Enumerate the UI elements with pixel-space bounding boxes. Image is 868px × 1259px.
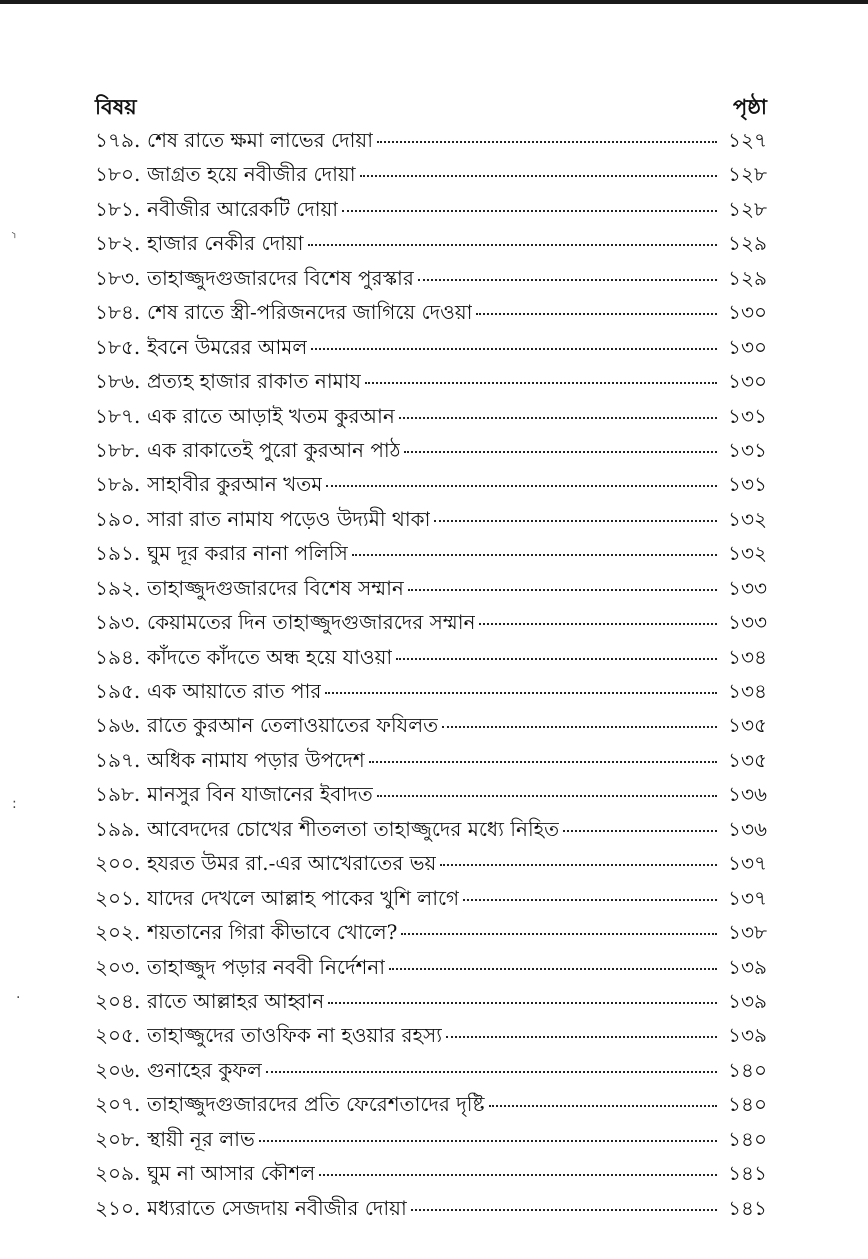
dot-leader — [326, 485, 717, 487]
dot-leader — [266, 1071, 717, 1073]
dot-leader — [308, 244, 718, 246]
toc-entry — [95, 1056, 767, 1090]
dot-leader — [399, 417, 717, 419]
entry-title: নবীজীর আরেকটি দোয়া — [147, 196, 339, 221]
entry-page-number: ১৪১ — [728, 1161, 767, 1186]
entry-number: ১৮০. — [95, 162, 141, 187]
entry-number: ১৯৩. — [95, 610, 141, 635]
dot-leader — [389, 968, 717, 970]
entry-page-number: ১৩৪ — [728, 679, 767, 703]
entry-title: গুনাহের কুফল — [147, 1057, 262, 1082]
entry-title: হযরত উমর রা.-এর আখেরাতের ভয় — [147, 851, 437, 876]
margin-mark: ⸃ — [10, 230, 17, 246]
toc-entry — [95, 298, 767, 332]
entry-number: ১৯১. — [95, 541, 141, 566]
dot-leader — [404, 451, 717, 453]
dot-leader — [476, 313, 717, 315]
entry-title: তাহাজ্জুদগুজারদের বিশেষ সম্মান — [147, 575, 404, 600]
toc-entry — [95, 574, 767, 608]
entry-title: রাতে কুরআন তেলাওয়াতের ফযিলত — [147, 713, 439, 738]
toc-entry — [95, 987, 767, 1021]
dot-leader — [325, 692, 717, 694]
entry-number: ১৮৭. — [95, 403, 141, 428]
entry-title: আবেদদের চোখের শীতলতা তাহাজ্জুদের মধ্যে নিহিত — [147, 816, 560, 841]
toc-header — [95, 88, 767, 126]
entry-title: শয়তানের গিরা কীভাবে খোলে? — [147, 920, 398, 945]
toc-entry — [95, 505, 767, 539]
toc-entry — [95, 1194, 767, 1228]
toc-entries — [95, 126, 767, 1228]
entry-page-number: ১৩৮ — [728, 920, 767, 945]
entry-page-number: ১৩০ — [728, 300, 767, 325]
entry-page-number: ১২৯ — [728, 231, 767, 256]
entry-title: কেয়ামতের দিন তাহাজ্জুদগুজারদের সম্মান — [147, 610, 476, 635]
entry-page-number: ১৩০ — [728, 369, 767, 394]
entry-title: প্রত্যহ হাজার রাকাত নামায — [147, 369, 362, 394]
entry-number: ২০৪. — [95, 988, 141, 1013]
dot-leader — [489, 1105, 718, 1107]
entry-page-number: ১৩৯ — [728, 954, 767, 979]
page-top-rule — [0, 0, 868, 4]
entry-number: ১৯০. — [95, 506, 141, 531]
toc-entry — [95, 126, 767, 160]
entry-number: ১৯২. — [95, 575, 141, 600]
entry-number: ২০২. — [95, 920, 141, 945]
entry-page-number: ১৩৯ — [728, 988, 767, 1013]
dot-leader — [360, 175, 718, 177]
page-column-heading: পৃষ্ঠা — [732, 94, 767, 119]
entry-title: অধিক নামায পড়ার উপদেশ — [147, 747, 365, 772]
entry-number: ১৮৫. — [95, 334, 141, 359]
entry-page-number: ১৩২ — [728, 541, 767, 566]
toc-entry — [95, 1090, 767, 1124]
dot-leader — [440, 864, 717, 866]
dot-leader — [396, 658, 717, 660]
margin-mark: · — [16, 990, 21, 1006]
entry-title: তাহাজ্জুদের তাওফিক না হওয়ার রহস্য — [147, 1023, 443, 1048]
entry-page-number: ১৩৭ — [728, 851, 767, 876]
entry-page-number: ১৩৩ — [728, 610, 767, 635]
entry-number: ২০৯. — [95, 1161, 141, 1186]
entry-page-number: ১৪০ — [728, 1092, 767, 1117]
entry-title: রাতে আল্লাহর আহ্বান — [147, 988, 325, 1013]
dot-leader — [369, 761, 717, 763]
entry-title: তাহাজ্জুদগুজারদের বিশেষ পুরস্কার — [147, 265, 414, 290]
dot-leader — [418, 279, 717, 281]
entry-title: মানসুর বিন যাজানের ইবাদত — [147, 782, 373, 807]
entry-title: ঘুম দূর করার নানা পলিসি — [147, 541, 348, 566]
entry-page-number: ১৩৭ — [728, 885, 767, 910]
entry-number: ২০৫. — [95, 1023, 141, 1048]
entry-page-number: ১৩৬ — [728, 816, 767, 841]
dot-leader — [563, 830, 717, 832]
toc-entry — [95, 711, 767, 745]
toc-entry — [95, 195, 767, 229]
dot-leader — [259, 1140, 717, 1142]
toc-entry — [95, 849, 767, 883]
entry-page-number: ১৩০ — [728, 334, 767, 359]
entry-number: ১৯৭. — [95, 747, 141, 772]
entry-number: ১৮১. — [95, 196, 141, 221]
subject-column-heading: বিষয় — [95, 94, 137, 119]
entry-page-number: ১৩৫ — [728, 747, 767, 772]
toc-entry — [95, 953, 767, 987]
entry-number: ২০৬. — [95, 1057, 141, 1082]
dot-leader — [442, 726, 717, 728]
dot-leader — [311, 348, 717, 350]
entry-title: কাঁদতে কাঁদতে অন্ধ হয়ে যাওয়া — [147, 644, 393, 669]
entry-title: মধ্যরাতে সেজদায় নবীজীর দোয়া — [147, 1195, 407, 1220]
entry-number: ২০০. — [95, 851, 141, 876]
dot-leader — [352, 554, 717, 556]
entry-number: ১৭৯. — [95, 128, 141, 152]
entry-page-number: ১৩১ — [728, 403, 767, 428]
entry-number: ১৮৪. — [95, 300, 141, 325]
entry-number: ২০১. — [95, 885, 141, 910]
dot-leader — [401, 933, 717, 935]
entry-page-number: ১২৯ — [728, 265, 767, 290]
entry-number: ২১০. — [95, 1195, 141, 1220]
entry-page-number: ১৩১ — [728, 472, 767, 497]
entry-number: ২০৮. — [95, 1126, 141, 1151]
entry-number: ১৮৮. — [95, 437, 141, 462]
entry-title: শেষ রাতে স্ত্রী-পরিজনদের জাগিয়ে দেওয়া — [147, 300, 473, 325]
entry-number: ১৮৩. — [95, 265, 141, 290]
entry-number: ২০৭. — [95, 1092, 141, 1117]
entry-number: ১৯৪. — [95, 644, 141, 669]
entry-number: ১৯৫. — [95, 679, 141, 703]
dot-leader — [342, 210, 717, 212]
entry-page-number: ১৩৫ — [728, 713, 767, 738]
entry-title: তাহাজ্জুদগুজারদের প্রতি ফেরেশতাদের দৃষ্টি — [147, 1092, 485, 1117]
dot-leader — [377, 795, 717, 797]
entry-title: এক আয়াতে রাত পার — [147, 679, 322, 703]
toc-entry — [95, 470, 767, 504]
toc-entry — [95, 608, 767, 642]
toc-entry — [95, 643, 767, 677]
toc-entry — [95, 402, 767, 436]
entry-page-number: ১২৮ — [728, 196, 767, 221]
toc-entry — [95, 918, 767, 952]
entry-page-number: ১৪১ — [728, 1195, 767, 1220]
toc-entry — [95, 160, 767, 194]
toc-entry — [95, 746, 767, 780]
entry-page-number: ১৩৬ — [728, 782, 767, 807]
entry-number: ১৮৬. — [95, 369, 141, 394]
toc-entry — [95, 436, 767, 470]
entry-title: এক রাতে আড়াই খতম কুরআন — [147, 403, 395, 428]
entry-page-number: ১২৮ — [728, 162, 767, 187]
dot-leader — [411, 1209, 717, 1211]
entry-page-number: ১৩২ — [728, 506, 767, 531]
dot-leader — [446, 1036, 717, 1038]
dot-leader — [479, 623, 717, 625]
entry-title: ঘুম না আসার কৌশল — [147, 1161, 316, 1186]
entry-title: স্থায়ী নূর লাভ — [147, 1126, 255, 1151]
dot-leader — [377, 141, 717, 143]
toc-entry — [95, 884, 767, 918]
entry-page-number: ১৪০ — [728, 1057, 767, 1082]
entry-page-number: ১৩৯ — [728, 1023, 767, 1048]
toc-entry — [95, 1159, 767, 1193]
dot-leader — [319, 1174, 717, 1176]
dot-leader — [408, 589, 717, 591]
entry-number: ২০৩. — [95, 954, 141, 979]
entry-title: সারা রাত নামায পড়েও উদ্যমী থাকা — [147, 506, 431, 531]
entry-title: হাজার নেকীর দোয়া — [147, 231, 304, 256]
toc-entry — [95, 780, 767, 814]
margin-mark: : — [12, 796, 17, 812]
entry-page-number: ১৩৪ — [728, 644, 767, 669]
table-of-contents — [95, 88, 767, 1228]
dot-leader — [328, 1002, 717, 1004]
toc-entry — [95, 1125, 767, 1159]
entry-title: এক রাকাতেই পুরো কুরআন পাঠ — [147, 437, 401, 462]
entry-page-number: ১২৭ — [728, 128, 767, 152]
toc-entry — [95, 264, 767, 298]
toc-entry — [95, 815, 767, 849]
toc-entry — [95, 333, 767, 367]
toc-entry — [95, 229, 767, 263]
toc-entry — [95, 367, 767, 401]
entry-page-number: ১৪০ — [728, 1126, 767, 1151]
toc-entry — [95, 677, 767, 711]
entry-title: তাহাজ্জুদ পড়ার নববী নির্দেশনা — [147, 954, 386, 979]
entry-number: ১৯৯. — [95, 816, 141, 841]
entry-page-number: ১৩৩ — [728, 575, 767, 600]
entry-number: ১৮২. — [95, 231, 141, 256]
entry-title: শেষ রাতে ক্ষমা লাভের দোয়া — [147, 128, 374, 152]
entry-number: ১৯৮. — [95, 782, 141, 807]
entry-title: জাগ্রত হয়ে নবীজীর দোয়া — [147, 162, 356, 187]
entry-page-number: ১৩১ — [728, 437, 767, 462]
entry-number: ১৯৬. — [95, 713, 141, 738]
entry-title: যাদের দেখলে আল্লাহ পাকের খুশি লাগে — [147, 885, 460, 910]
dot-leader — [463, 899, 717, 901]
toc-entry — [95, 539, 767, 573]
dot-leader — [434, 520, 717, 522]
entry-number: ১৮৯. — [95, 472, 141, 497]
entry-title: সাহাবীর কুরআন খতম — [147, 472, 323, 497]
entry-title: ইবনে উমরের আমল — [147, 334, 308, 359]
dot-leader — [365, 382, 717, 384]
toc-entry — [95, 1021, 767, 1055]
